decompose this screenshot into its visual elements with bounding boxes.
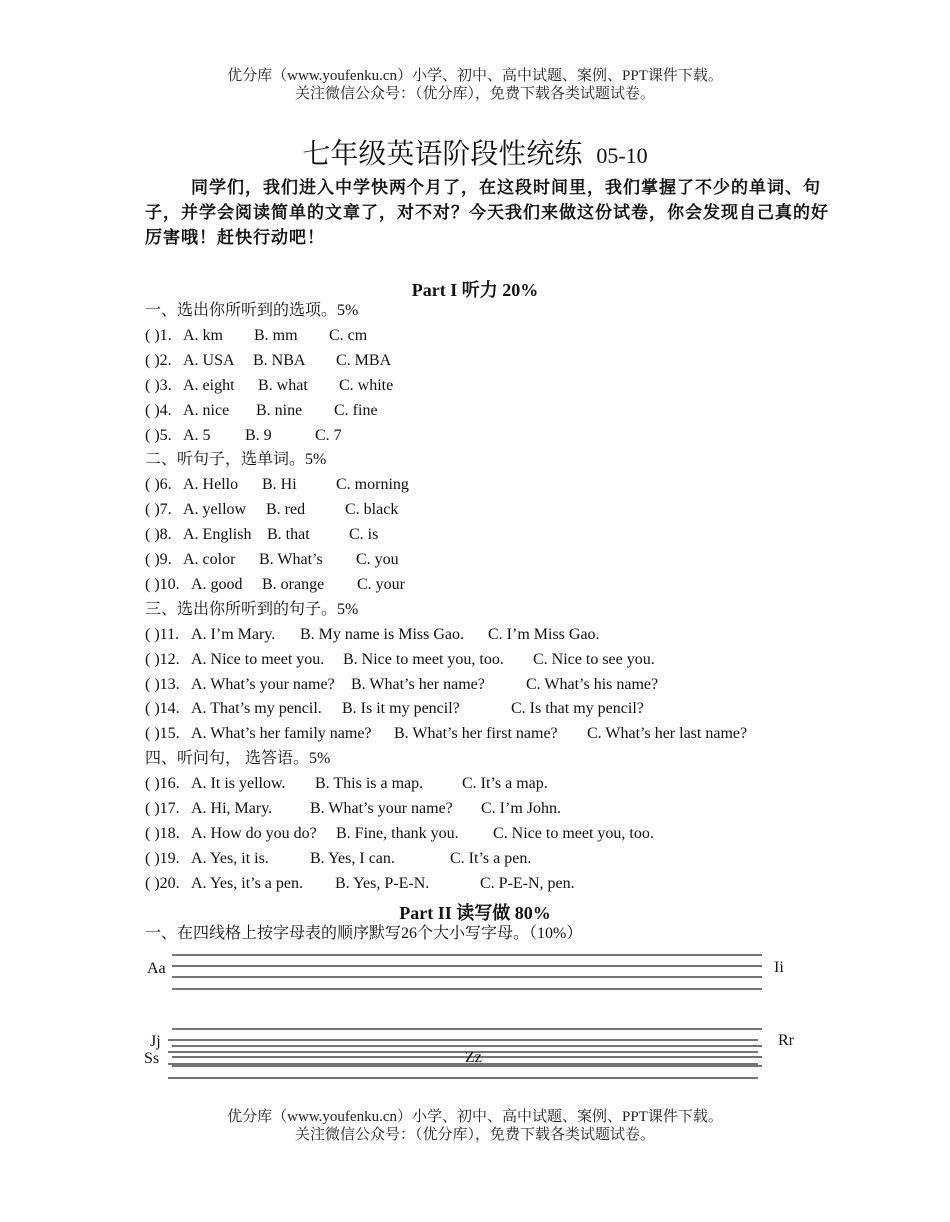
question-number[interactable]: ( )14. (145, 700, 180, 718)
option-c: C. I’m John. (481, 800, 561, 817)
option-b: B. Hi (262, 476, 297, 494)
option-a: A. color (183, 551, 236, 568)
question-number[interactable]: ( )11. (145, 625, 180, 643)
option-b: B. Nice to meet you, too. (343, 650, 504, 668)
question-number[interactable]: ( )9. (145, 551, 172, 568)
option-c: C. white (339, 376, 394, 394)
option-c: C. P-E-N, pen. (480, 874, 575, 892)
intro-paragraph: 同学们，我们进入中学快两个月了，在这段时间里，我们掌握了不少的单词、句子，并学会阅读简单的文章了，对不对？今天我们来做这份试卷，你会发现自己真的好厉害哦！赶快行动吧！ (145, 178, 829, 248)
question-number[interactable]: ( )12. (145, 650, 180, 668)
option-c: C. you (356, 551, 399, 568)
part1-title: Part I 听力 20% (411, 280, 539, 300)
option-b: B. Fine, thank you. (336, 824, 459, 842)
option-b: B. My name is Miss Gao. (300, 625, 464, 643)
option-a: A. How do you do? (191, 824, 317, 842)
option-b: B. mm (254, 326, 298, 344)
section-heading: 四、听问句， 选答语。5% (145, 750, 331, 768)
question-number[interactable]: ( )17. (145, 800, 180, 817)
option-c: C. Is that my pencil? (511, 700, 644, 718)
letter-zz: Zz (465, 1049, 482, 1066)
option-c: C. It’s a pen. (450, 849, 532, 867)
header-line-1: 优分库（www.youfenku.cn）小学、初中、高中试题、案例、PPT课件下载。 (227, 68, 723, 84)
letter-rr: Rr (778, 1032, 794, 1049)
option-c: C. Nice to see you. (533, 650, 655, 668)
option-c: C. MBA (336, 351, 392, 369)
option-b: B. What’s your name? (310, 800, 453, 817)
letter-aa: Aa (147, 960, 166, 977)
option-c: C. What’s his name? (526, 675, 659, 693)
section-heading: 一、选出你所听到的选项。5% (145, 302, 359, 319)
letter-ss: Ss (144, 1050, 160, 1067)
question-number[interactable]: ( )5. (145, 426, 172, 444)
option-a: A. 5 (183, 426, 211, 444)
option-a: A. Nice to meet you. (191, 650, 325, 668)
title-date: 05-10 (596, 143, 648, 168)
question-number[interactable]: ( )4. (145, 401, 172, 419)
option-b: B. Is it my pencil? (342, 700, 460, 718)
option-a: A. nice (183, 401, 230, 419)
option-a: A. yellow (183, 501, 247, 519)
title-main: 七年级英语阶段性统练 (302, 137, 583, 170)
option-b: B. What’s her first name? (394, 725, 558, 743)
option-b: B. what (258, 376, 308, 394)
option-c: C. your (357, 575, 405, 593)
question-number[interactable]: ( )18. (145, 824, 180, 842)
header-line-2: 关注微信公众号：（优分库），免费下载各类试题试卷。 (294, 86, 655, 102)
question-number[interactable]: ( )16. (145, 775, 180, 793)
option-a: A. Hello (183, 476, 239, 494)
option-c: C. black (345, 501, 399, 519)
option-c: C. cm (329, 326, 368, 344)
question-number[interactable]: ( )8. (145, 526, 172, 544)
option-c: C. morning (336, 476, 409, 494)
question-number[interactable]: ( )20. (145, 874, 180, 892)
question-number[interactable]: ( )10. (145, 575, 180, 593)
option-c: C. is (349, 526, 379, 544)
option-b: B. 9 (245, 426, 272, 444)
question-number[interactable]: ( )13. (145, 675, 180, 693)
option-c: C. It’s a map. (462, 775, 548, 793)
option-a: A. km (183, 326, 223, 344)
question-number[interactable]: ( )15. (145, 725, 180, 743)
option-b: B. What’s (259, 551, 323, 568)
option-a: A. eight (183, 376, 235, 394)
option-b: B. This is a map. (315, 775, 424, 793)
section-heading: 二、听句子，选单词。5% (145, 451, 327, 469)
letter-ii: Ii (774, 959, 784, 976)
option-a: A. good (191, 575, 243, 593)
option-b: B. NBA (253, 351, 306, 369)
question-number[interactable]: ( )2. (145, 351, 172, 369)
option-b: B. What’s her name? (351, 675, 485, 693)
option-a: A. Yes, it’s a pen. (191, 874, 304, 892)
option-a: A. What’s her family name? (191, 725, 372, 743)
option-a: A. Hi, Mary. (191, 800, 273, 817)
footer-line-1: 优分库（www.youfenku.cn）小学、初中、高中试题、案例、PPT课件下载。 (227, 1109, 723, 1125)
option-a: A. That’s my pencil. (191, 700, 322, 718)
question-number[interactable]: ( )7. (145, 501, 172, 519)
option-a: A. I’m Mary. (191, 625, 276, 643)
option-b: B. red (266, 501, 306, 519)
part2-title: Part II 读写做 80% (399, 903, 551, 923)
question-number[interactable]: ( )6. (145, 476, 172, 494)
option-b: B. Yes, I can. (310, 849, 395, 867)
footer-line-2: 关注微信公众号：（优分库），免费下载各类试题试卷。 (294, 1127, 655, 1143)
option-a: A. It is yellow. (191, 775, 286, 793)
part2-heading: 一、在四线格上按字母表的顺序默写26个大小写字母。（10%） (145, 925, 583, 942)
option-a: A. English (183, 526, 252, 544)
option-b: B. nine (256, 401, 303, 419)
option-c: C. Nice to meet you, too. (493, 824, 654, 842)
section-heading: 三、选出你所听到的句子。5% (145, 600, 359, 618)
option-b: B. Yes, P-E-N. (335, 874, 430, 892)
option-a: A. USA (183, 351, 235, 369)
option-b: B. orange (262, 575, 325, 593)
option-c: C. What’s her last name? (587, 725, 748, 743)
question-number[interactable]: ( )19. (145, 849, 180, 867)
option-a: A. What’s your name? (191, 675, 335, 693)
option-c: C. I’m Miss Gao. (488, 625, 600, 643)
option-b: B. that (267, 526, 310, 544)
question-number[interactable]: ( )1. (145, 326, 172, 344)
question-number[interactable]: ( )3. (145, 376, 172, 394)
option-a: A. Yes, it is. (191, 849, 269, 867)
option-c: C. 7 (315, 426, 342, 444)
letter-jj: Jj (150, 1033, 161, 1050)
option-c: C. fine (334, 401, 378, 419)
